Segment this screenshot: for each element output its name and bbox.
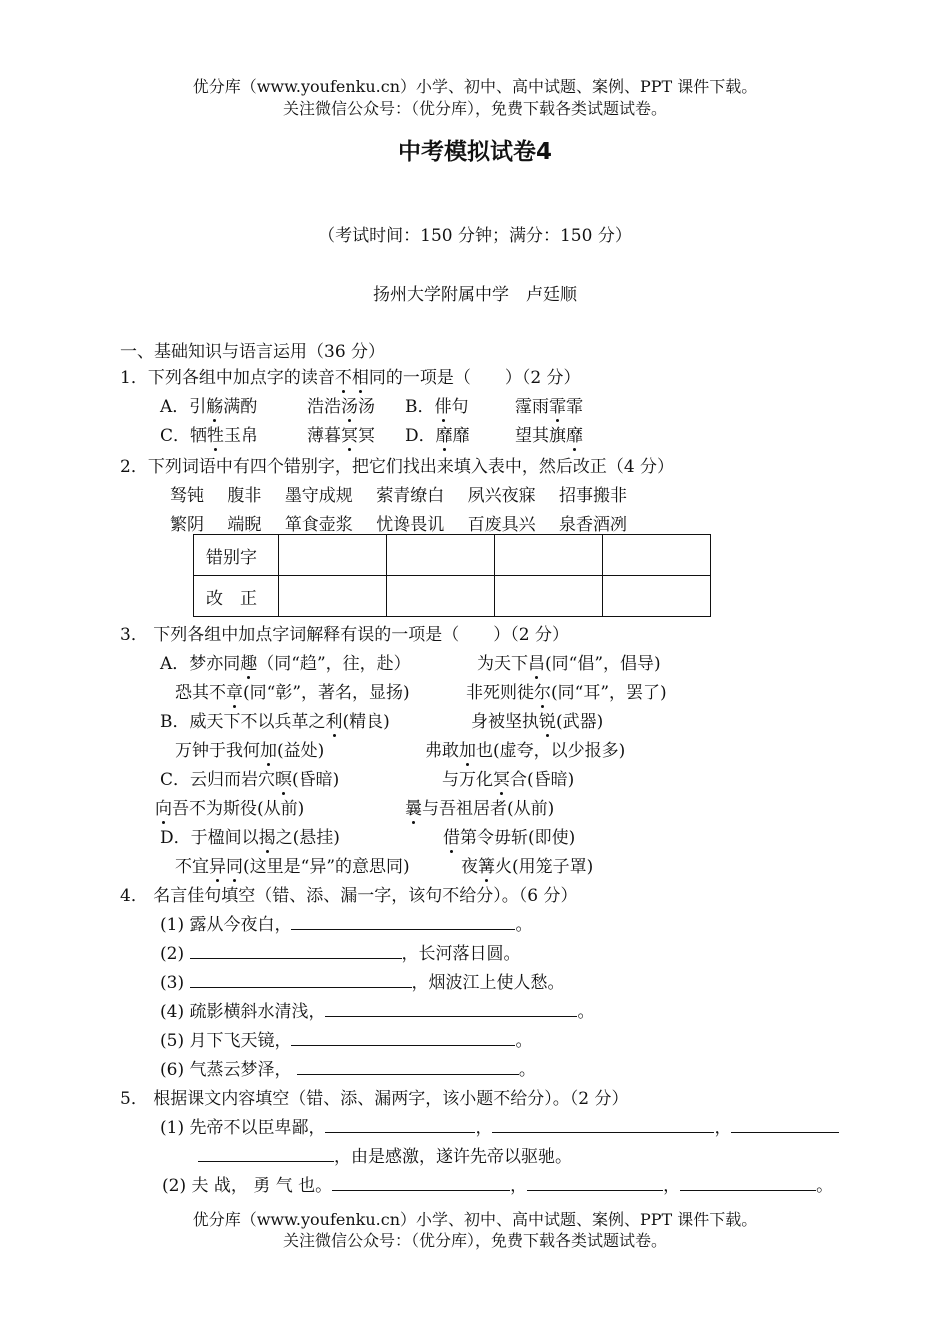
q5-comma: ， <box>475 1118 493 1138</box>
table-row <box>194 576 711 617</box>
q3-d2: 借第令毋斩(即使) <box>443 823 575 848</box>
q4-text: (1) 露从今夜白， <box>160 915 292 935</box>
q2-word: 招事搬非 <box>559 486 628 506</box>
q2-word: 端睨 <box>227 515 262 535</box>
table-header-cell: 改 正 <box>194 576 279 617</box>
q3-a4: 非死则徙尔(同“耳”，罢了) <box>466 678 667 703</box>
q4-text: (5) 月下飞天镜， <box>160 1031 292 1051</box>
answer-blank[interactable] <box>527 1173 663 1191</box>
q3-a2: 为天下昌(同“倡”，倡导) <box>477 649 661 674</box>
answer-blank[interactable] <box>325 1115 475 1133</box>
q1-option-d2: 望其旗靡 <box>515 421 583 446</box>
q2-word: 墨守成规 <box>284 486 353 506</box>
q1-stem: 1．下列各组中加点字的读音不相同的一项是（ ）（2 分） <box>120 363 581 388</box>
q1-option-b2: 霪雨霏霏 <box>515 392 583 417</box>
header-line-1: 优分库（www.youfenku.cn）小学、初中、高中试题、案例、PPT 课件下载。 <box>192 77 758 96</box>
q2-words-row2 <box>170 510 627 535</box>
q4-text: ，烟波江上使人愁。 <box>411 973 565 993</box>
answer-cell[interactable] <box>495 576 603 617</box>
section-heading: 一、基础知识与语言运用（36 分） <box>120 342 386 362</box>
footer-line-1: 优分库（www.youfenku.cn）小学、初中、高中试题、案例、PPT 课件下载。 <box>192 1210 758 1229</box>
q1-option-a2: 浩浩汤汤 <box>307 392 375 417</box>
answer-blank[interactable] <box>332 1173 510 1191</box>
q5-item-2 <box>162 1171 833 1196</box>
answer-cell[interactable] <box>387 535 495 576</box>
answer-cell[interactable] <box>495 535 603 576</box>
q3-b4: 弗敢加也(虚夸，以少报多) <box>425 736 625 761</box>
q3-stem: 3． 下列各组中加点字词解释有误的一项是（ ）（2 分） <box>120 625 569 645</box>
q5-comma: ， <box>714 1118 732 1138</box>
q2-word: 腹非 <box>227 486 262 506</box>
q1-option-a: A．引觞满酌 <box>160 392 257 417</box>
q3-d1: D．于楹间以揭之(悬挂) <box>160 823 340 848</box>
q1-option-c2: 薄暮冥冥 <box>307 421 375 446</box>
q3-b2: 身被坚执锐(武器) <box>471 707 603 732</box>
answer-cell[interactable] <box>387 576 495 617</box>
q5-comma: ， <box>510 1176 528 1196</box>
table-row <box>194 535 711 576</box>
q2-word: 泉香酒冽 <box>559 515 628 535</box>
q5-stem: 5． 根据课文内容填空（错、添、漏两字，该小题不给分）。（2 分） <box>120 1089 629 1109</box>
q3-d3: 不宜异同(这里是“异”的意思同) <box>175 852 410 877</box>
q4-text: ，长河落日圆。 <box>401 944 521 964</box>
page-title: 中考模拟试卷4 <box>397 139 552 165</box>
q4-stem: 4． 名言佳句填空（错、添、漏一字，该句不给分）。（6 分） <box>120 886 578 906</box>
answer-blank[interactable] <box>731 1115 839 1133</box>
q2-word: 箪食壶浆 <box>284 515 353 535</box>
answer-blank[interactable] <box>190 970 412 988</box>
exam-info: （考试时间：150 分钟；满分：150 分） <box>318 226 632 246</box>
q4-item-5 <box>160 1026 532 1051</box>
header-line-2: 关注微信公众号：（优分库），免费下载各类试题试卷。 <box>282 99 667 118</box>
q1-option-d: D．靡靡 <box>405 421 470 446</box>
q1-option-c: C．牺牲玉帛 <box>160 421 258 446</box>
q4-text: (2) <box>160 944 185 964</box>
q2-words-row1 <box>170 481 627 506</box>
answer-blank[interactable] <box>291 1028 515 1046</box>
answer-blank[interactable] <box>680 1173 816 1191</box>
q2-stem: 2．下列词语中有四个错别字，把它们找出来填入表中，然后改正（4 分） <box>120 457 675 477</box>
q4-item-4 <box>160 997 594 1022</box>
q4-text: (4) 疏影横斜水清浅， <box>160 1002 326 1022</box>
answer-cell[interactable] <box>279 535 387 576</box>
q2-word: 夙兴夜寐 <box>467 486 536 506</box>
q4-period: 。 <box>515 1031 533 1051</box>
answer-blank[interactable] <box>325 999 577 1017</box>
q5-period: 。 <box>816 1176 834 1196</box>
q5-item-1-cont <box>198 1142 572 1167</box>
q3-c2: 与万化冥合(昏暗) <box>442 765 574 790</box>
q2-word: 忧谗畏讥 <box>376 515 445 535</box>
error-char-table <box>193 534 711 617</box>
q3-d4: 夜篝火(用笼子罩) <box>461 852 593 877</box>
author: 扬州大学附属中学 卢廷顺 <box>373 285 577 305</box>
q5-text: (2) 夫 战， 勇 气 也。 <box>162 1176 333 1196</box>
q5-item-1 <box>160 1113 839 1138</box>
q3-c3: 向吾不为斯役(从前) <box>155 794 304 819</box>
answer-cell[interactable] <box>603 576 711 617</box>
answer-blank[interactable] <box>190 941 402 959</box>
q4-item-1 <box>160 910 532 935</box>
q4-item-3 <box>160 968 565 993</box>
q2-word: 驽钝 <box>170 486 204 506</box>
answer-blank[interactable] <box>198 1144 334 1162</box>
q5-comma: ， <box>663 1176 681 1196</box>
answer-cell[interactable] <box>603 535 711 576</box>
table-header-cell: 错别字 <box>194 535 279 576</box>
q3-a1: A．梦亦同趣（同“趋”，往，赴） <box>160 649 411 674</box>
q5-text: (1) 先帝不以臣卑鄙， <box>160 1118 326 1138</box>
q4-period: 。 <box>518 1060 536 1080</box>
q4-text: (6) 气蒸云梦泽， <box>160 1060 292 1080</box>
q3-c4: 曩与吾祖居者(从前) <box>405 794 554 819</box>
q2-word: 萦青缭白 <box>376 486 445 506</box>
answer-blank[interactable] <box>492 1115 714 1133</box>
q4-item-6 <box>160 1055 536 1080</box>
answer-cell[interactable] <box>279 576 387 617</box>
q3-b3: 万钟于我何加(益处) <box>175 736 324 761</box>
q4-period: 。 <box>577 1002 595 1022</box>
q3-c1: C．云归而岩穴暝(昏暗) <box>160 765 339 790</box>
q5-text: ，由是感激，遂许先帝以驱驰。 <box>334 1147 572 1167</box>
q3-b1: B．威天下不以兵革之利(精良) <box>160 707 390 732</box>
footer-line-2: 关注微信公众号：（优分库），免费下载各类试题试卷。 <box>282 1231 667 1250</box>
answer-blank[interactable] <box>291 912 515 930</box>
q3-a3: 恐其不章(同“彰”，著名，显扬) <box>175 678 410 703</box>
q4-text: (3) <box>160 973 185 993</box>
q1-option-b: B．俳句 <box>405 392 469 417</box>
q2-word: 百废具兴 <box>467 515 536 535</box>
q4-period: 。 <box>515 915 533 935</box>
q2-word: 繁阴 <box>170 515 204 535</box>
q4-item-2 <box>160 939 521 964</box>
answer-blank[interactable] <box>297 1057 519 1075</box>
